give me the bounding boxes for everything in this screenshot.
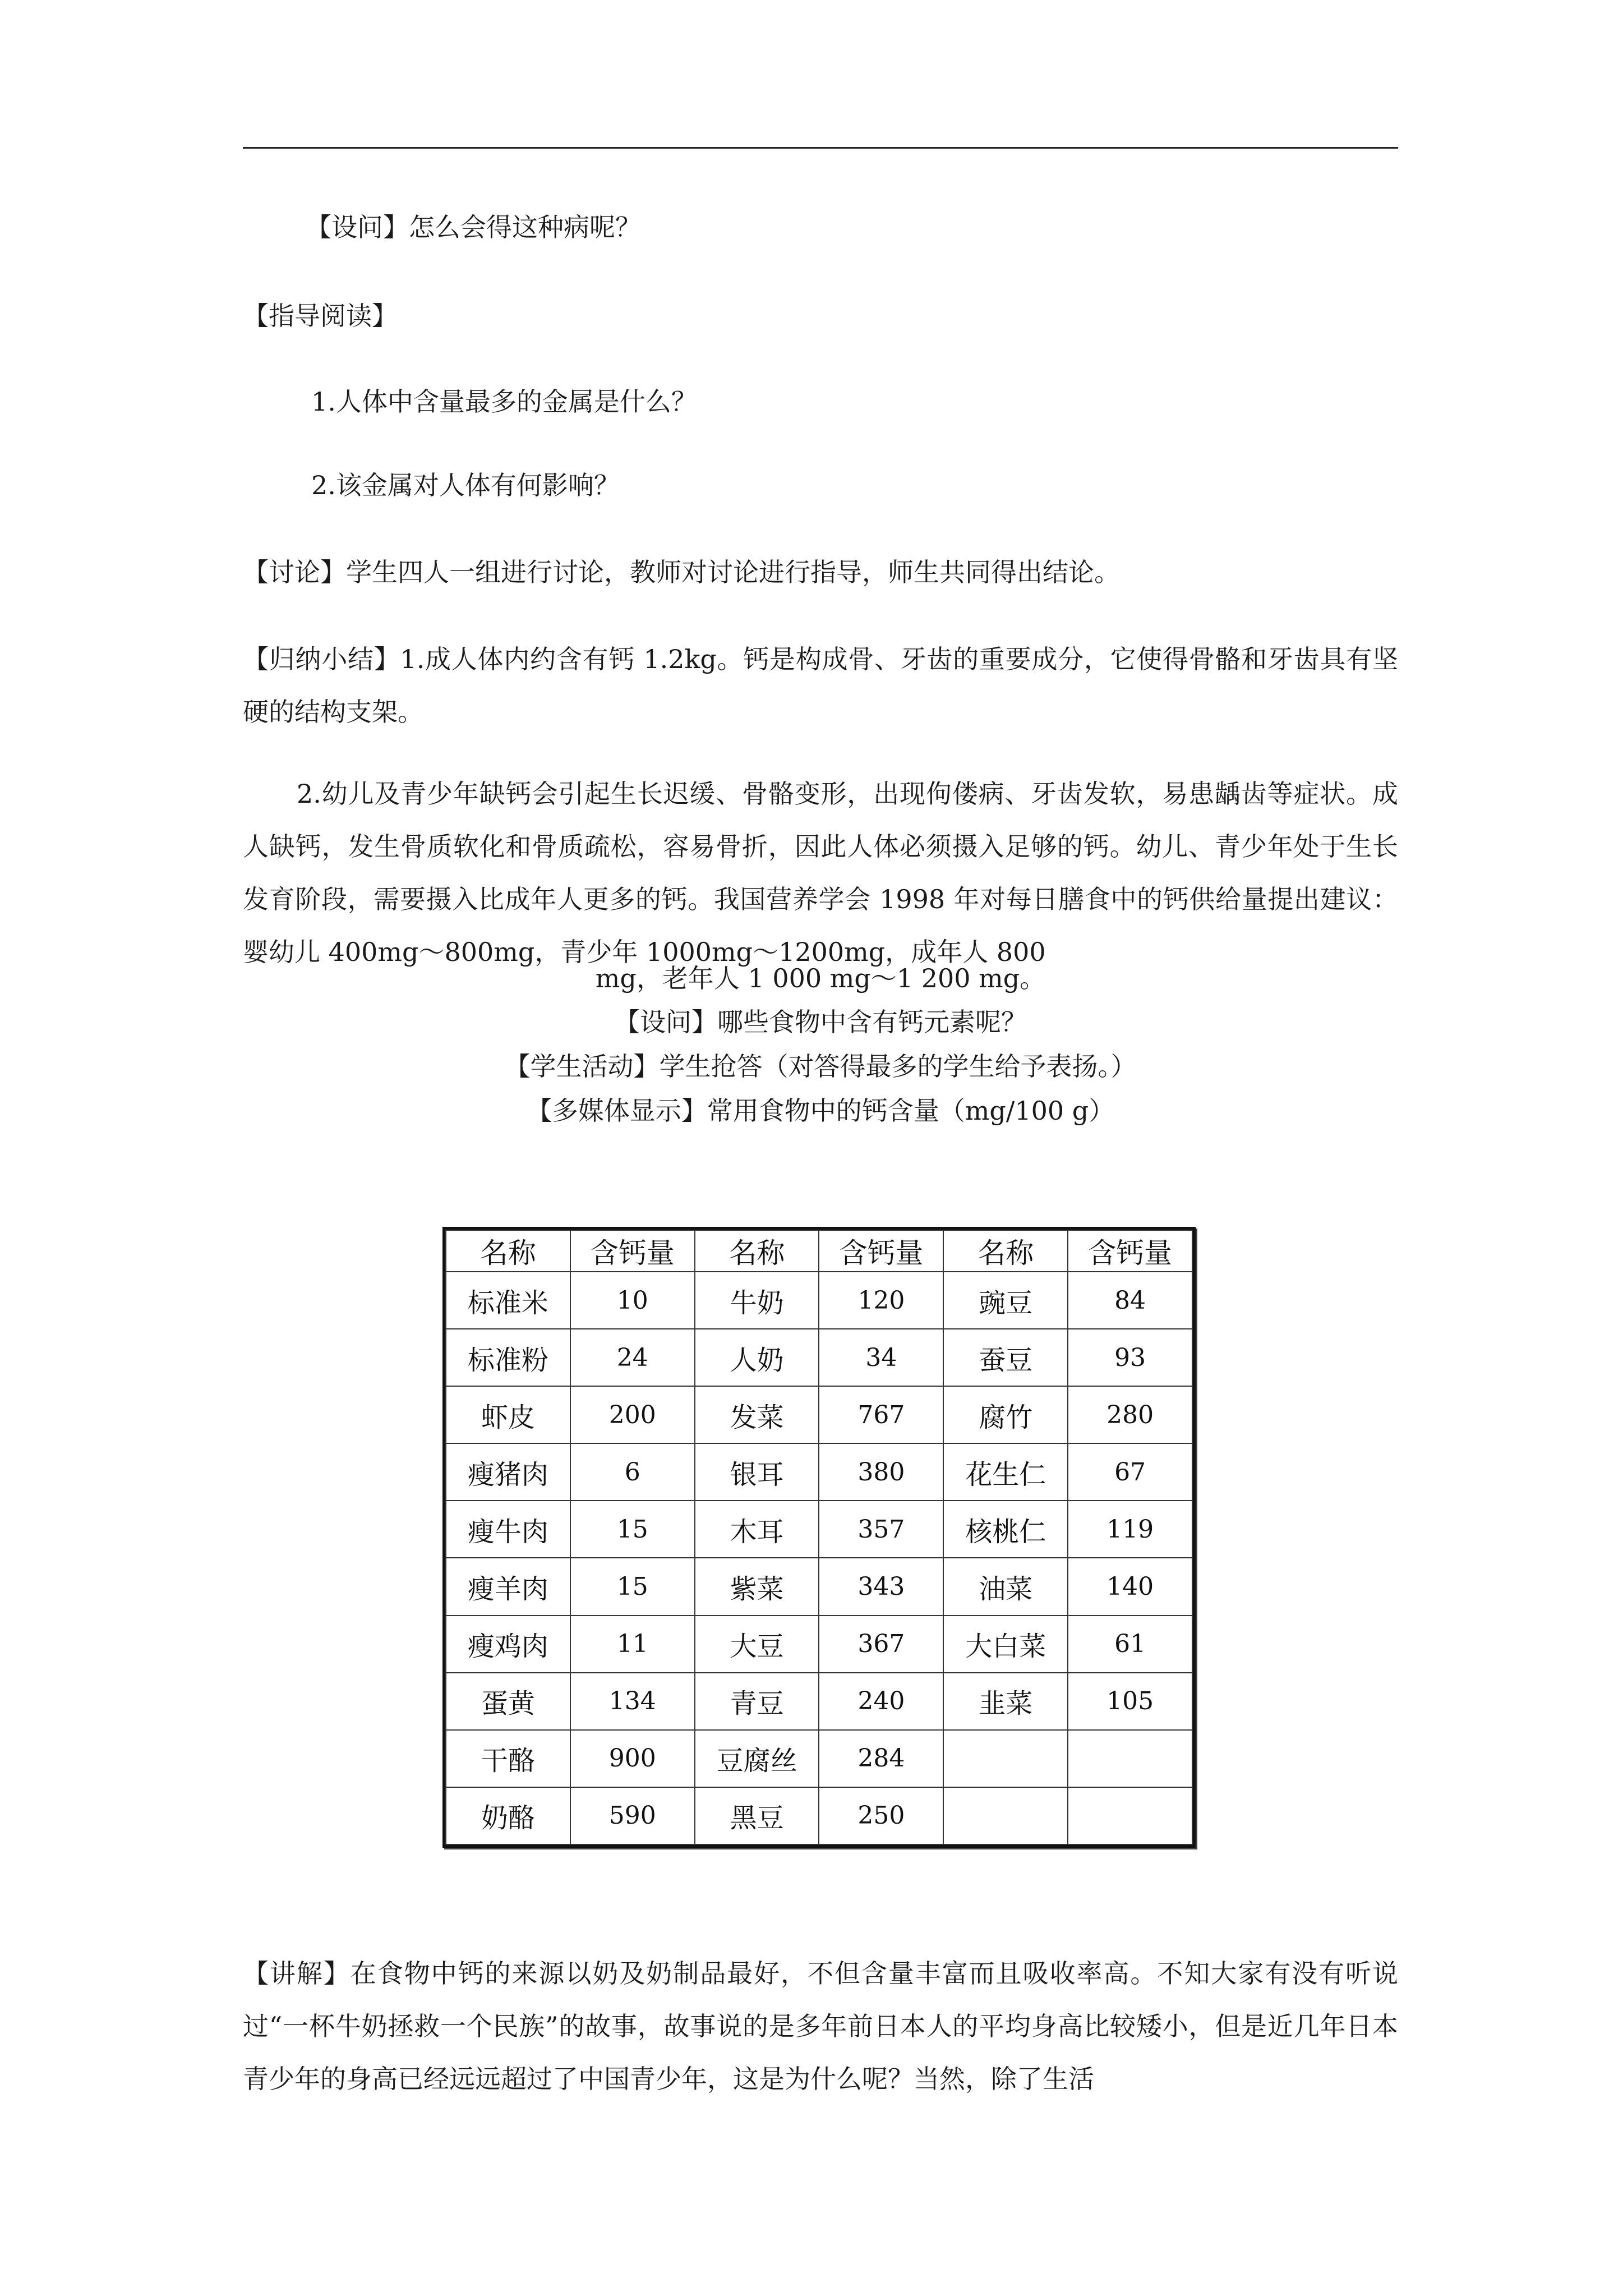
calcium-value-cell	[1068, 1787, 1192, 1844]
calcium-value-cell: 15	[570, 1501, 695, 1558]
calcium-value-cell: 93	[1068, 1329, 1192, 1386]
table-row	[446, 1673, 1192, 1730]
calcium-value-cell: 200	[570, 1386, 695, 1443]
question-line-1: 【设问】怎么会得这种病呢？	[306, 212, 641, 242]
guided-reading-heading: 【指导阅读】	[243, 301, 398, 331]
food-name-cell: 瘦猪肉	[446, 1443, 570, 1501]
food-name-cell: 银耳	[695, 1443, 819, 1501]
calcium-value-cell: 284	[819, 1730, 943, 1787]
calcium-value-cell: 34	[819, 1329, 943, 1386]
food-name-cell: 奶酪	[446, 1787, 570, 1844]
food-name-cell: 木耳	[695, 1501, 819, 1558]
food-name-cell: 虾皮	[446, 1386, 570, 1443]
food-name-cell: 人奶	[695, 1329, 819, 1386]
food-name-cell: 青豆	[695, 1673, 819, 1730]
food-name-cell: 瘦鸡肉	[446, 1616, 570, 1673]
table-row	[446, 1386, 1192, 1443]
student-activity-line: 【学生活动】学生抢答（对答得最多的学生给予表扬。）	[504, 1051, 1137, 1082]
calcium-value-cell: 367	[819, 1616, 943, 1673]
food-name-cell: 豌豆	[943, 1272, 1068, 1329]
food-name-cell: 标准粉	[446, 1329, 570, 1386]
food-name-cell: 花生仁	[943, 1443, 1068, 1501]
header-calcium-2: 含钙量	[819, 1230, 943, 1272]
header-calcium-3: 含钙量	[1068, 1230, 1192, 1272]
table-header-row	[446, 1230, 1192, 1272]
header-name-1: 名称	[446, 1230, 570, 1272]
table-row	[446, 1272, 1192, 1329]
calcium-value-cell: 134	[570, 1673, 695, 1730]
table-row	[446, 1443, 1192, 1501]
explanation-paragraph: 【讲解】在食物中钙的来源以奶及奶制品最好，不但含量丰富而且吸收率高。不知大家有没有听说过“一杯牛奶拯救一个民族”的故事，故事说的是多年前日本人的平均身高比较矮小，但是近几年日本青少年的身高已经远远超过了中国青少年，这是为什么呢？当然，除了生活	[243, 1958, 1398, 2094]
table-row	[446, 1730, 1192, 1787]
food-name-cell: 韭菜	[943, 1673, 1068, 1730]
calcium-value-cell: 343	[819, 1558, 943, 1615]
calcium-content-table	[445, 1230, 1193, 1845]
calcium-value-cell: 280	[1068, 1386, 1192, 1443]
table-row	[446, 1787, 1192, 1844]
calcium-table	[442, 1227, 1196, 1848]
table-row	[446, 1616, 1192, 1673]
calcium-value-cell: 240	[819, 1673, 943, 1730]
discussion-line: 【讨论】学生四人一组进行讨论，教师对讨论进行指导，师生共同得出结论。	[243, 557, 1120, 587]
food-name-cell: 黑豆	[695, 1787, 819, 1844]
header-calcium-1: 含钙量	[570, 1230, 695, 1272]
food-name-cell	[943, 1787, 1068, 1844]
food-name-cell: 大豆	[695, 1616, 819, 1673]
calcium-value-cell: 900	[570, 1730, 695, 1787]
food-name-cell: 蚕豆	[943, 1329, 1068, 1386]
calcium-value-cell: 61	[1068, 1616, 1192, 1673]
guided-reading-item-2: 2.该金属对人体有何影响？	[311, 470, 620, 500]
food-name-cell: 牛奶	[695, 1272, 819, 1329]
calcium-value-cell: 250	[819, 1787, 943, 1844]
calcium-value-cell: 84	[1068, 1272, 1192, 1329]
food-name-cell: 发菜	[695, 1386, 819, 1443]
food-name-cell: 蛋黄	[446, 1673, 570, 1730]
food-name-cell: 油菜	[943, 1558, 1068, 1615]
calcium-value-cell: 10	[570, 1272, 695, 1329]
guided-reading-item-1: 1.人体中含量最多的金属是什么？	[311, 386, 697, 417]
header-name-3: 名称	[943, 1230, 1068, 1272]
question-line-2: 【设问】哪些食物中含有钙元素呢？	[614, 1007, 1027, 1037]
food-name-cell: 瘦牛肉	[446, 1501, 570, 1558]
calcium-value-cell: 67	[1068, 1443, 1192, 1501]
calcium-value-cell: 6	[570, 1443, 695, 1501]
calcium-value-cell: 380	[819, 1443, 943, 1501]
header-rule	[243, 147, 1398, 149]
food-name-cell	[943, 1730, 1068, 1787]
food-name-cell: 豆腐丝	[695, 1730, 819, 1787]
food-name-cell: 核桃仁	[943, 1501, 1068, 1558]
food-name-cell: 干酪	[446, 1730, 570, 1787]
calcium-value-cell: 119	[1068, 1501, 1192, 1558]
calcium-value-cell: 120	[819, 1272, 943, 1329]
calcium-value-cell: 767	[819, 1386, 943, 1443]
calcium-value-cell: 357	[819, 1501, 943, 1558]
food-name-cell: 腐竹	[943, 1386, 1068, 1443]
food-name-cell: 大白菜	[943, 1616, 1068, 1673]
summary-paragraph-2-end: mg，老年人 1 000 mg～1 200 mg。	[595, 963, 1046, 993]
calcium-value-cell: 11	[570, 1616, 695, 1673]
multimedia-caption: 【多媒体显示】常用食物中的钙含量（mg/100 g）	[526, 1096, 1115, 1126]
calcium-value-cell	[1068, 1730, 1192, 1787]
calcium-value-cell: 24	[570, 1329, 695, 1386]
food-name-cell: 瘦羊肉	[446, 1558, 570, 1615]
calcium-value-cell: 105	[1068, 1673, 1192, 1730]
calcium-value-cell: 15	[570, 1558, 695, 1615]
summary-paragraph-1: 【归纳小结】1.成人体内约含有钙 1.2kg。钙是构成骨、牙齿的重要成分，它使得骨骼和牙齿具有坚硬的结构支架。	[243, 644, 1398, 727]
calcium-value-cell: 590	[570, 1787, 695, 1844]
food-name-cell: 紫菜	[695, 1558, 819, 1615]
table-row	[446, 1558, 1192, 1615]
table-row	[446, 1329, 1192, 1386]
summary-paragraph-2: 2.幼儿及青少年缺钙会引起生长迟缓、骨骼变形，出现佝偻病、牙齿发软，易患龋齿等症状。成人缺钙，发生骨质软化和骨质疏松，容易骨折，因此人体必须摄入足够的钙。幼儿、青少年处于生长发育阶段，需要摄入比成年人更多的钙。我国营养学会 1998 年对每日膳食中的钙供给量提出建议：婴幼儿 400mg～800mg，青少年 1000mg～1200mg，成年人 800	[243, 779, 1398, 967]
food-name-cell: 标准米	[446, 1272, 570, 1329]
calcium-value-cell: 140	[1068, 1558, 1192, 1615]
table-row	[446, 1501, 1192, 1558]
header-name-2: 名称	[695, 1230, 819, 1272]
